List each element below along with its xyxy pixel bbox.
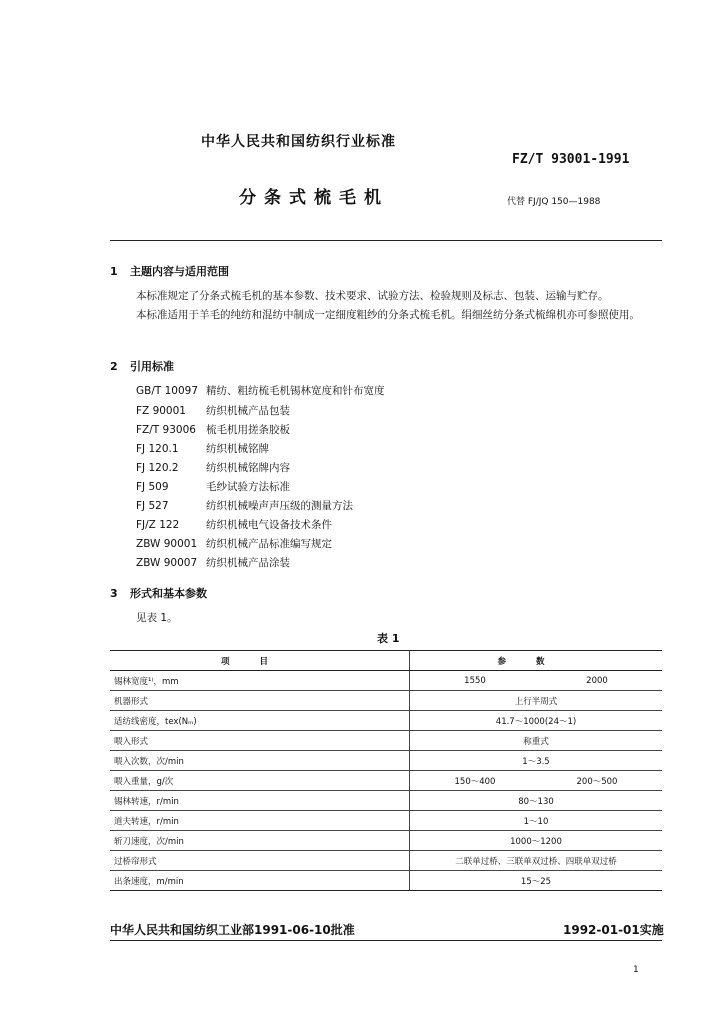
reference-title: 梳毛机用搓条胶板 [206,424,290,436]
reference-code: GB/T 10097 [136,385,199,397]
reference-title: 纺织机械噪声声压级的测量方法 [206,500,353,512]
table-row [110,711,662,731]
section-3-number: 3 [110,587,118,600]
table-row [110,751,662,771]
value-1550: 1550 [464,675,486,686]
header-item: 项目 [110,651,410,671]
document-title: 分条式梳毛机 [239,188,389,208]
section-1-paragraph-1: 本标准规定了分条式梳毛机的基本参数、技术要求、试验方法、检验规则及标志、包装、运输与贮存。 [136,290,609,302]
table-row [110,791,662,811]
section-1-number: 1 [110,265,118,278]
row-value: 称重式 [410,731,663,751]
row-value: 41.7～1000(24～1) [410,711,663,731]
reference-title: 纺织机械产品标准编写规定 [206,538,332,550]
reference-item [136,555,290,570]
section-2-title: 引用标准 [130,360,174,373]
row-value: 80～130 [410,791,663,811]
section-3-heading [110,585,207,601]
section-1-heading [110,263,229,279]
row-name: 出条速度，m/min [110,871,410,891]
section-1-paragraph-2: 本标准适用于羊毛的纯纺和混纺中制成一定细度粗纱的分条式梳毛机。绢细丝纺分条式梳绵机亦可参照使用。 [136,309,640,321]
reference-title: 纺织机械电气设备技术条件 [206,519,332,531]
issuing-organization: 中华人民共和国纺织行业标准 [201,134,396,150]
table-row [110,731,662,751]
header-parameter: 参数 [410,651,663,671]
table-row [110,851,662,871]
row-value: 1000～1200 [410,831,663,851]
reference-item [136,403,290,418]
table-row [110,831,662,851]
approval-line: 中华人民共和国纺织工业部1991-06-10批准 [110,923,355,937]
see-table-text: 见表 1。 [136,612,178,624]
value-2000-col: 200～500 [576,776,618,787]
row-name: 锡林宽度¹⁾，mm [110,671,410,691]
table-row [110,871,662,891]
reference-item [136,498,353,513]
section-2-heading [110,358,174,374]
table-row [110,811,662,831]
row-name: 道夫转速，r/min [110,811,410,831]
reference-code: ZBW 90001 [136,538,198,550]
reference-title: 纺织机械铭牌内容 [206,462,290,474]
row-name: 喂入形式 [110,731,410,751]
table-caption: 表 1 [377,632,400,645]
bottom-divider [110,940,662,941]
row-name: 过桥帘形式 [110,851,410,871]
row-name: 锡林转速，r/min [110,791,410,811]
row-value: 1～3.5 [410,751,663,771]
reference-item [136,536,332,551]
standard-number: FZ/T 93001-1991 [512,152,630,167]
reference-title: 纺织机械产品包装 [206,405,290,417]
reference-item [136,460,290,475]
value-2000: 2000 [586,675,608,686]
reference-code: FZ 90001 [136,405,186,417]
row-value [410,671,663,691]
table-header-row [110,651,662,671]
replaces-note: 代替 FJ/JQ 150—1988 [507,197,601,207]
effective-date: 1992-01-01实施 [563,923,664,937]
top-divider [110,240,662,241]
reference-code: ZBW 90007 [136,557,198,569]
page-number: 1 [633,965,639,975]
row-value: 1～10 [410,811,663,831]
reference-code: FJ 527 [136,500,169,512]
reference-title: 纺织机械产品涂装 [206,557,290,569]
section-1-title: 主题内容与适用范围 [130,265,229,278]
section-2-number: 2 [110,360,118,373]
row-name: 斩刀速度，次/min [110,831,410,851]
table-row [110,691,662,711]
row-name: 喂入重量，g/次 [110,771,410,791]
reference-code: FJ/Z 122 [136,519,180,531]
reference-title: 毛纱试验方法标准 [206,481,290,493]
parameters-table [110,650,662,891]
row-value: 二联单过桥、三联单双过桥、四联单双过桥 [410,851,663,871]
reference-item [136,422,290,437]
reference-code: FJ 509 [136,481,169,493]
reference-code: FJ 120.1 [136,443,179,455]
reference-item [136,383,385,398]
reference-item [136,479,290,494]
value-1550-col: 150～400 [454,776,496,787]
row-value [410,771,663,791]
reference-item [136,517,332,532]
table-row [110,671,662,691]
reference-item [136,441,269,456]
reference-code: FZ/T 93006 [136,424,196,436]
row-name: 机器形式 [110,691,410,711]
reference-title: 纺织机械铭牌 [206,443,269,455]
row-name: 喂入次数，次/min [110,751,410,771]
section-3-title: 形式和基本参数 [130,587,207,600]
table-row [110,771,662,791]
row-value: 上行半周式 [410,691,663,711]
reference-code: FJ 120.2 [136,462,179,474]
reference-title: 精纺、粗纺梳毛机锡林宽度和针布宽度 [206,385,385,397]
row-value: 15～25 [410,871,663,891]
row-name: 适纺线密度，tex(Nₘ) [110,711,410,731]
